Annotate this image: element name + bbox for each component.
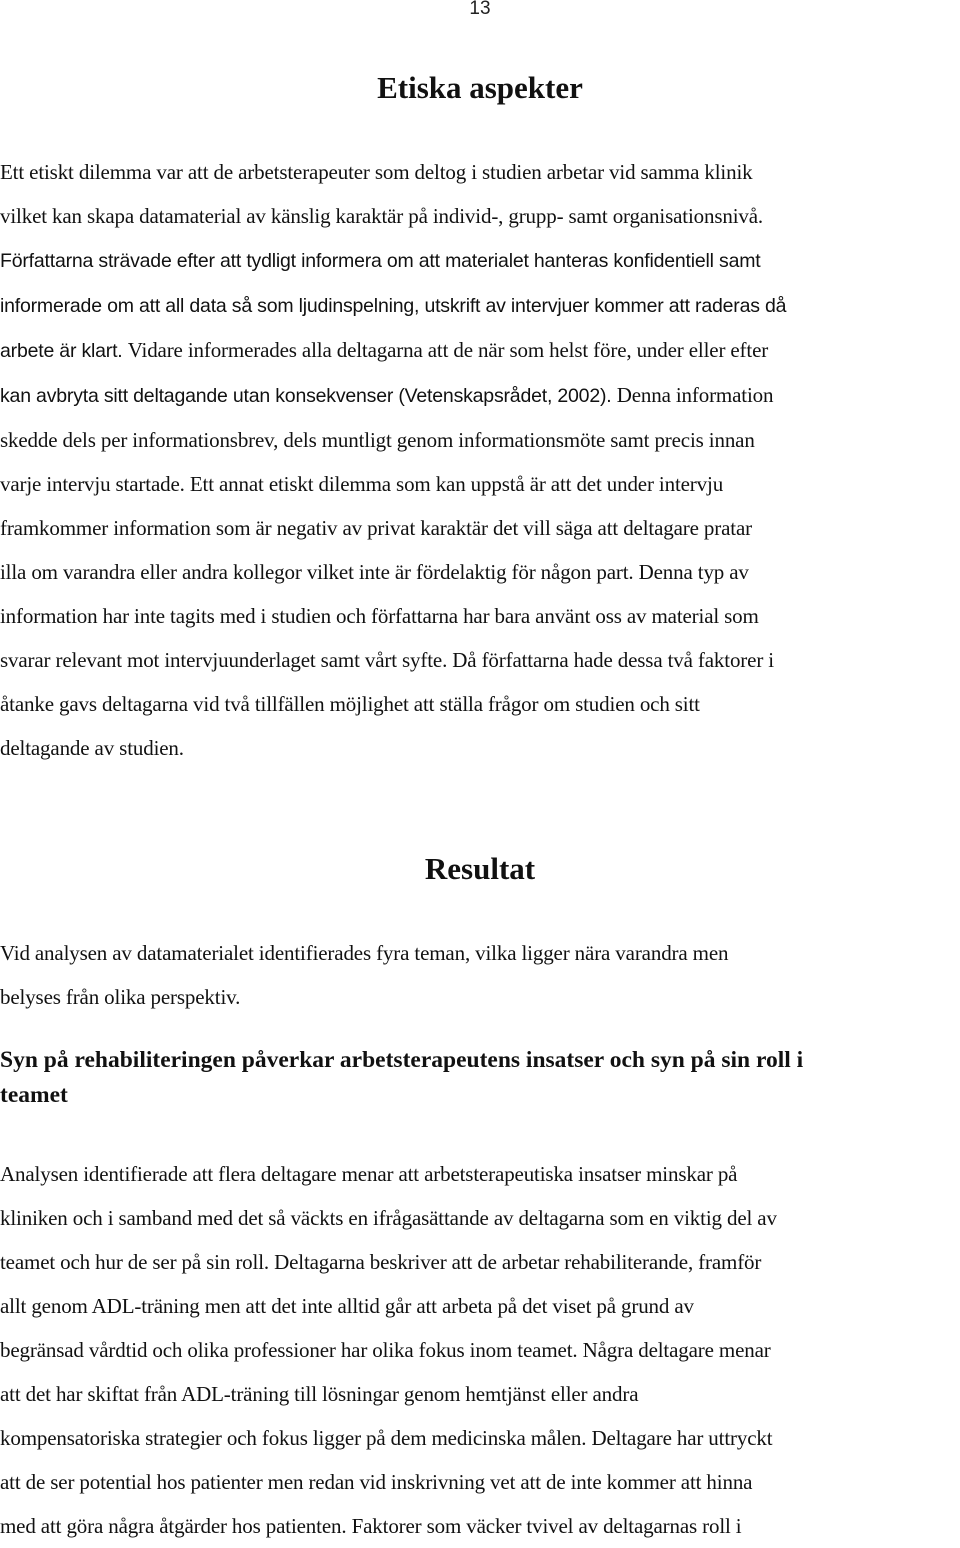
text-line <box>0 1284 958 1328</box>
text-line <box>0 1504 958 1548</box>
text-segment: svarar relevant mot intervjuunderlaget samt vårt syfte. <box>0 648 453 672</box>
text-segment: Ett etiskt dilemma var att de arbetsterapeuter som deltog i studien arbetar vid samma klinik <box>0 160 753 184</box>
text-line <box>0 975 958 1019</box>
text-line <box>0 283 958 328</box>
text-segment: teamet och hur de ser på sin roll. <box>0 1250 275 1274</box>
text-line <box>0 1240 958 1284</box>
text-line <box>0 1196 958 1240</box>
text-segment: begränsad vårdtid och olika professioner har olika fokus inom teamet. <box>0 1338 583 1362</box>
text-line <box>0 194 958 238</box>
text-line <box>0 418 958 462</box>
text-segment: deltagande av studien. <box>0 736 184 760</box>
text-segment: varje intervju startade. <box>0 472 190 496</box>
text-segment: Några deltagare menar <box>582 1338 771 1362</box>
text-segment: vilket kan skapa datamaterial av känslig karaktär på individ-, grupp- samt organisationsnivå. <box>0 204 764 228</box>
text-line <box>0 931 958 975</box>
text-line <box>0 726 958 770</box>
text-segment: Vidare informerades alla deltagarna att de när som helst före, under eller efter <box>127 338 769 362</box>
text-segment: Denna typ av <box>638 560 749 584</box>
text-segment: skedde dels per informationsbrev, dels muntligt genom informationsmöte samt precis innan <box>0 428 755 452</box>
subheading-syn-pa-rehabiliteringen <box>0 1043 958 1113</box>
paragraph-etiska-aspekter <box>0 150 958 770</box>
text-segment: åtanke gavs deltagarna vid två tillfällen möjlighet att ställa frågor om studien och sitt <box>0 692 700 716</box>
text-segment: framkommer information som är negativ av privat karaktär det vill säga att deltagare pratar <box>0 516 752 540</box>
text-line <box>0 594 958 638</box>
page-number: 13 <box>469 0 491 19</box>
text-line <box>0 1328 958 1372</box>
text-segment: Författarna strävade efter att tydligt informera om att materialet hanteras konfidentiell samt <box>0 250 761 272</box>
text-line <box>0 506 958 550</box>
heading-resultat: Resultat <box>424 851 536 886</box>
heading-etiska-aspekter: Etiska aspekter <box>377 70 583 105</box>
text-segment: att det har skiftat från ADL-träning till lösningar genom hemtjänst eller andra <box>0 1382 639 1406</box>
text-line <box>0 682 958 726</box>
text-segment: kompensatoriska strategier och fokus ligger på dem medicinska målen. <box>0 1426 592 1450</box>
text-segment: arbete är klart. <box>0 340 128 362</box>
paragraph-resultat-intro <box>0 931 958 1019</box>
text-segment: kan avbryta sitt deltagande utan konsekvenser (Vetenskapsrådet, 2002). <box>0 385 617 407</box>
text-segment: Då författarna hade dessa två faktorer i <box>452 648 774 672</box>
text-segment: information har inte tagits med i studien och författarna har bara använt oss av material som <box>0 604 759 628</box>
text-segment: Deltagarna beskriver att de arbetar rehabiliterande, framför <box>274 1250 762 1274</box>
subheading-line: Syn på rehabiliteringen påverkar arbetsterapeutens insatser och syn på sin roll i <box>0 1047 804 1073</box>
text-line <box>0 1416 958 1460</box>
text-line <box>0 550 958 594</box>
text-segment: att de ser potential hos patienter men redan vid inskrivning vet att de inte kommer att hinna <box>0 1470 753 1494</box>
text-line <box>0 373 958 418</box>
text-segment: kliniken och i samband med det så väckts en ifrågasättande av deltagarna som en viktig del av <box>0 1206 777 1230</box>
text-line <box>0 150 958 194</box>
text-line <box>0 1372 958 1416</box>
text-segment: allt genom ADL-träning men att det inte alltid går att arbeta på det viset på grund av <box>0 1294 694 1318</box>
paragraph-syn-pa-rehabiliteringen <box>0 1152 958 1548</box>
text-line <box>0 1460 958 1504</box>
text-segment: Ett annat etiskt dilemma som kan uppstå är att det under intervju <box>189 472 724 496</box>
text-segment: illa om varandra eller andra kollegor vilket inte är fördelaktig för någon part. <box>0 560 639 584</box>
text-line <box>0 328 958 373</box>
text-line <box>0 638 958 682</box>
text-line <box>0 1152 958 1196</box>
text-segment: informerade om att all data så som ljudinspelning, utskrift av intervjuer kommer att raderas då <box>0 295 787 317</box>
text-segment: Denna information <box>616 383 774 407</box>
text-segment: belyses från olika perspektiv. <box>0 985 241 1009</box>
text-line <box>0 238 958 283</box>
text-segment: Faktorer som väcker tvivel av deltagarnas roll i <box>351 1514 742 1538</box>
text-segment: Deltagare har uttryckt <box>591 1426 773 1450</box>
text-segment: med att göra några åtgärder hos patienten. <box>0 1514 352 1538</box>
subheading-line: teamet <box>0 1082 68 1108</box>
text-segment: Vid analysen av datamaterialet identifierades fyra teman, vilka ligger nära varandra men <box>0 941 729 965</box>
text-line <box>0 462 958 506</box>
text-segment: Analysen identifierade att flera deltagare menar att arbetsterapeutiska insatser minskar på <box>0 1162 738 1186</box>
